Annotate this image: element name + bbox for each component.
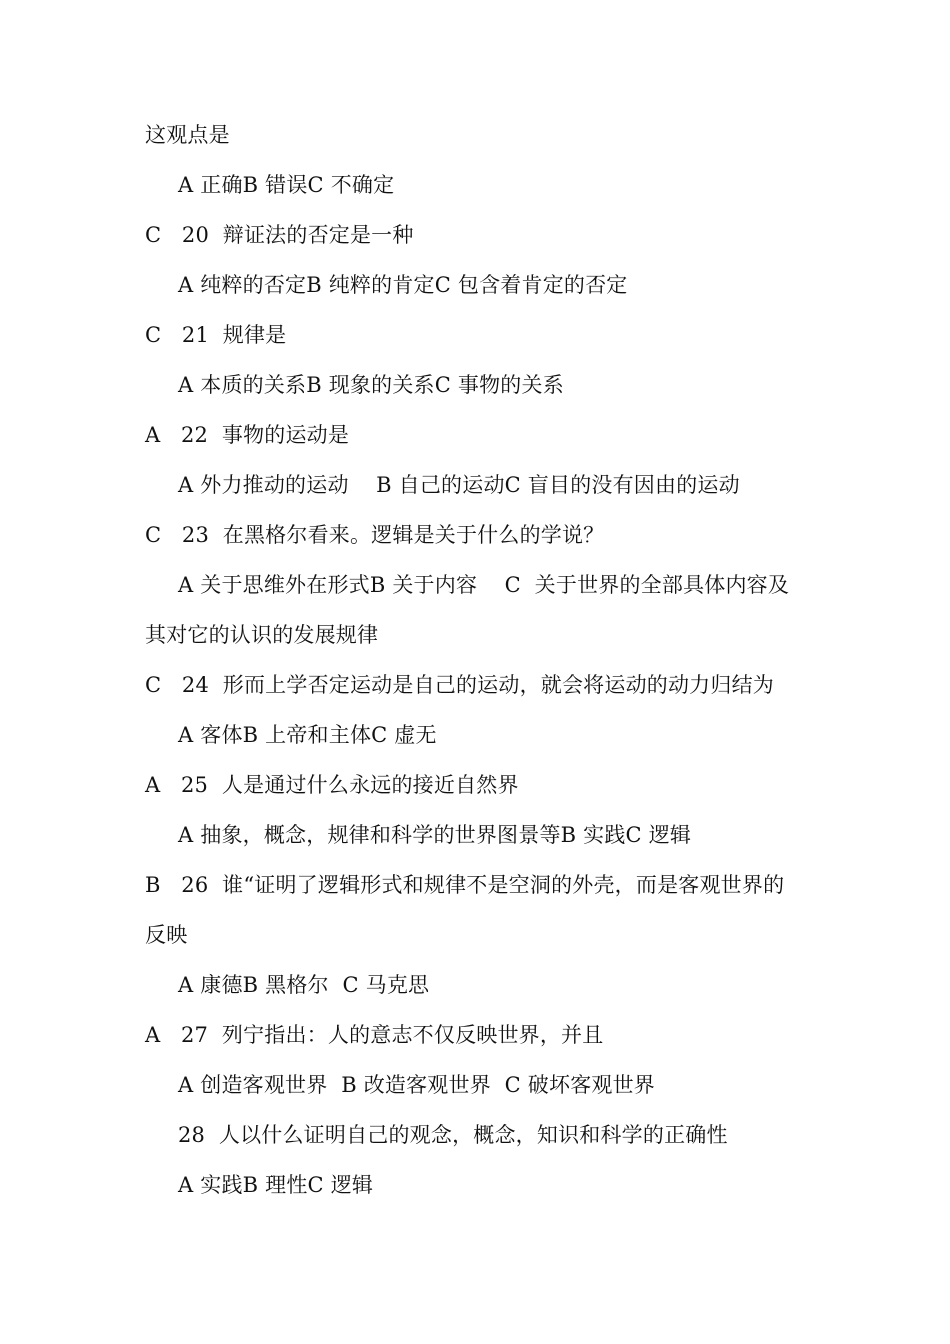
answer-options-line: A 抽象，概念，规律和科学的世界图景等B 实践C 逻辑 [178,823,692,847]
text-line: 其对它的认识的发展规律 [145,623,379,647]
text-line: 这观点是 [145,123,230,147]
question-line: C 23 在黑格尔看来。逻辑是关于什么的学说？ [145,523,605,547]
text-line: 反映 [145,923,188,947]
question-line: C 20 辩证法的否定是一种 [145,223,414,247]
answer-options-line: A 客体B 上帝和主体C 虚无 [178,723,437,747]
answer-options-line: A 实践B 理性C 逻辑 [178,1173,374,1197]
question-line: A 22 事物的运动是 [145,423,350,447]
question-line: C 24 形而上学否定运动是自己的运动，就会将运动的动力归结为 [145,673,774,697]
question-line: A 27 列宁指出：人的意志不仅反映世界，并且 [145,1023,604,1047]
answer-options-line: A 纯粹的否定B 纯粹的肯定C 包含着肯定的否定 [178,273,628,297]
question-list [0,110,950,1210]
answer-options-line: A 关于思维外在形式B 关于内容 C 关于世界的全部具体内容及 [178,573,790,597]
answer-options-line: A 创造客观世界 B 改造客观世界 C 破坏客观世界 [178,1073,655,1097]
question-line: A 25 人是通过什么永远的接近自然界 [145,773,519,797]
answer-options-line: A 本质的关系B 现象的关系C 事物的关系 [178,373,564,397]
answer-options-line: A 外力推动的运动 B 自己的运动C 盲目的没有因由的运动 [178,473,740,497]
question-line: C 21 规律是 [145,323,287,347]
answer-options-line: A 正确B 错误C 不确定 [178,173,395,197]
answer-options-line: A 康德B 黑格尔 C 马克思 [178,973,430,997]
question-line: B 26 谁“证明了逻辑形式和规律不是空洞的外壳，而是客观世界的 [145,873,785,897]
question-line: 28 人以什么证明自己的观念，概念，知识和科学的正确性 [178,1123,728,1147]
